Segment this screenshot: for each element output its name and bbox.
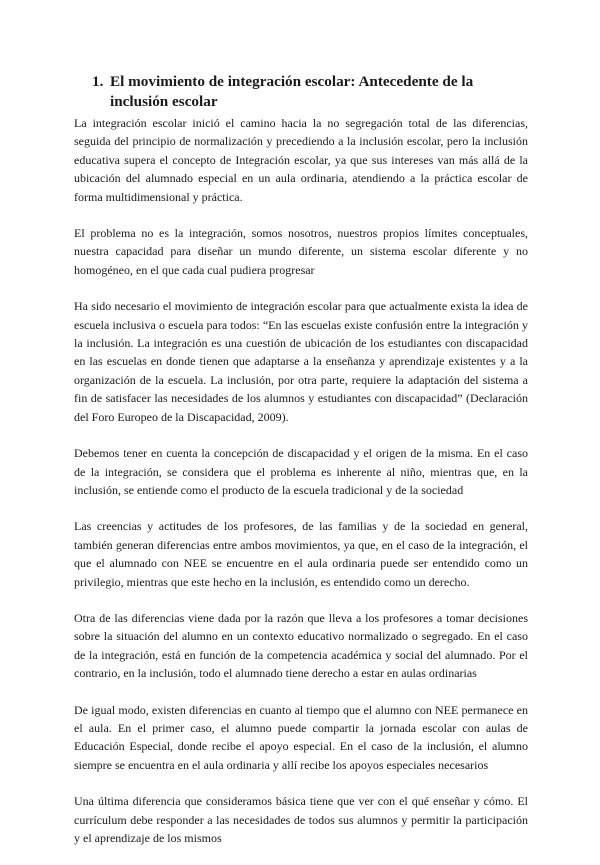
paragraph-4: Debemos tener en cuenta la concepción de discapacidad y el origen de la misma. En el caso de la integración, se considera que el problema es inherente al niño, mientras que, en la inclusión, se entiende como el producto de la escuela tradicional y de la sociedad (74, 446, 528, 497)
paragraph-6: Otra de las diferencias viene dada por la razón que lleva a los profesores a tomar decisiones sobre la situación del alumno en un contexto educativo normalizado o segregado. En el caso de la integración, está en función de la competencia académica y social del alumnado. Por el contrario, en la inclusión, todo el alumnado tiene derecho a estar en aulas ordinarias (74, 610, 528, 681)
section-title: El movimiento de integración escolar: Antecedente de la inclusión escolar (110, 73, 474, 110)
document-body (74, 114, 528, 865)
section-number: 1. (92, 73, 104, 90)
paragraph-8: Una última diferencia que consideramos básica tiene que ver con el qué enseñar y cómo. El currículum debe responder a las necesidades de todos sus alumnos y permitir la participación y el aprendizaje de los mismos (74, 794, 528, 845)
paragraph-2: El problema no es la integración, somos nosotros, nuestros propios límites conceptuales, nuestra capacidad para diseñar un mundo diferente, un sistema escolar diferente y no homogéneo, en el que cada cual pudiera progresar (74, 226, 528, 277)
paragraph-5: Las creencias y actitudes de los profesores, de las familias y de la sociedad en general, también generan diferencias entre ambos movimientos, ya que, en el caso de la integración, el que el alumnado con NEE se encuentre en el aula ordinaria puede ser entendido como un privilegio, mientras que este hecho en la inclusión, es entendido como un derecho. (74, 519, 528, 589)
section-heading (92, 72, 532, 112)
paragraph-1: La integración escolar inició el camino hacia la no segregación total de las diferencias, seguida del principio de normalización y precediendo a la inclusión escolar, pero la inclusión educativa supera el concepto de Integración escolar, ya que sus intereses van más allá de la ubicación del alumnado especial en un aula ordinaria, atendiendo a la práctica escolar de forma multidimensional y práctica. (74, 116, 528, 204)
paragraph-3: Ha sido necesario el movimiento de integración escolar para que actualmente exista la idea de escuela inclusiva o escuela para todos: “En las escuelas existe confusión entre la integración y la inclusión. La integración es una cuestión de ubicación de los estudiantes con discapacidad en las escuelas en donde tienen que adaptarse a la enseñanza y aprendizaje existentes y a la organización de la escuela. La inclusión, por otra parte, requiere la adaptación del sistema a fin de satisfacer las necesidades de los alumnos y estudiantes con discapacidad” (Declaración del Foro Europeo de la Discapacidad, 2009). (74, 299, 528, 424)
paragraph-7: De igual modo, existen diferencias en cuanto al tiempo que el alumno con NEE permanece en el aula. En el primer caso, el alumno puede compartir la jornada escolar con aulas de Educación Especial, donde recibe el apoyo especial. En el caso de la inclusión, el alumno siempre se encuentra en el aula ordinaria y allí recibe los apoyos especiales necesarios (74, 702, 528, 772)
